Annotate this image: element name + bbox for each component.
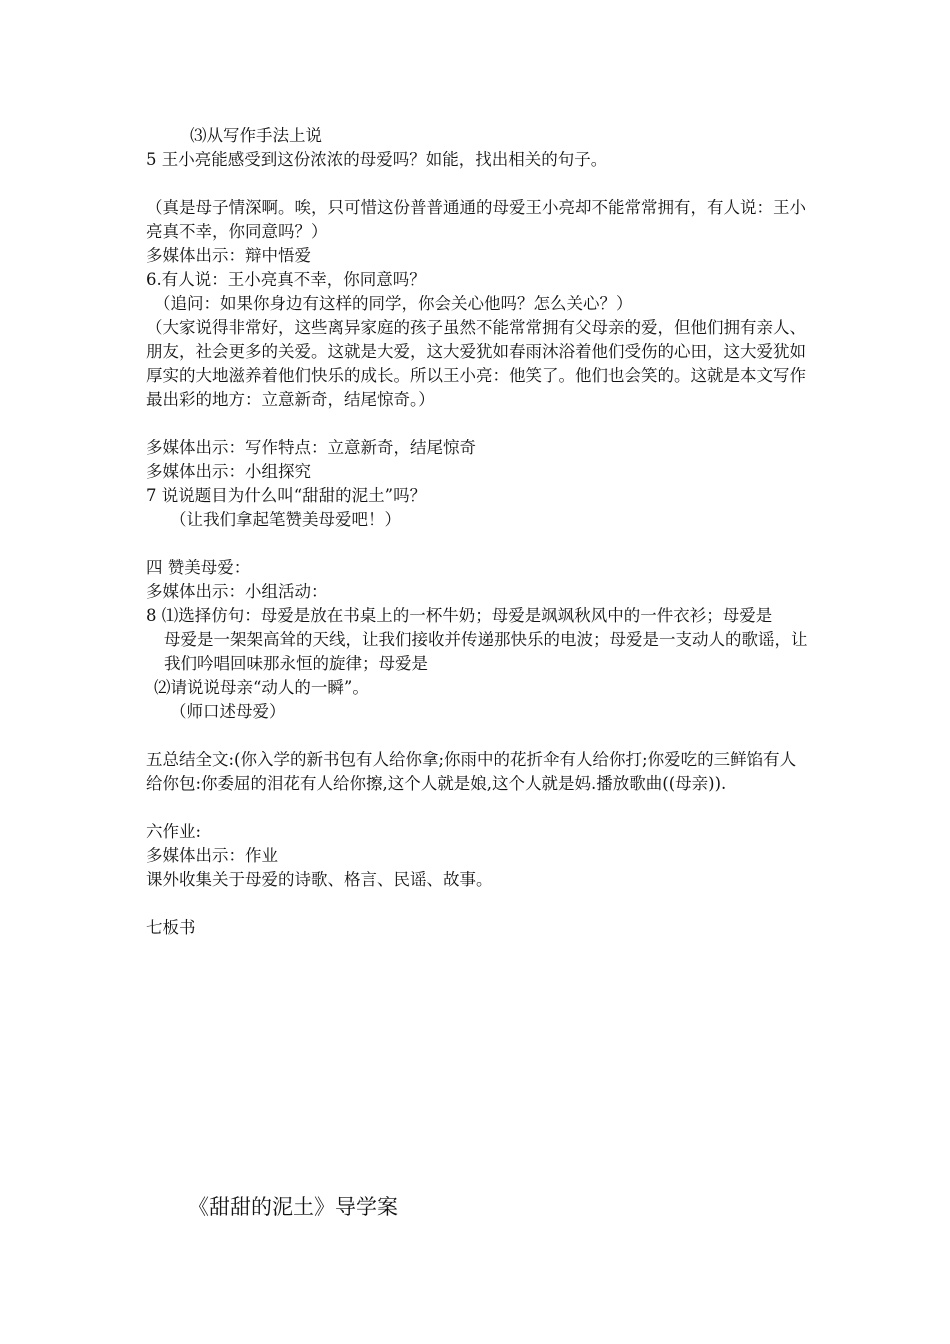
question-8-part-1: 8 ⑴选择仿句：母爱是放在书桌上的一杯牛奶；母爱是飒飒秋风中的一件衣衫；母爱是 bbox=[146, 606, 773, 625]
homework-text: 课外收集关于母爱的诗歌、格言、民谣、故事。 bbox=[146, 870, 493, 889]
question-8-part-2: ⑵请说说母亲“动人的一瞬”。 bbox=[154, 678, 369, 697]
blank-line bbox=[146, 724, 810, 748]
document-title: 《甜甜的泥土》导学案 bbox=[188, 1195, 398, 1219]
question-7: 7 说说题目为什么叫“甜甜的泥土”吗？ bbox=[146, 486, 427, 505]
document-body bbox=[146, 124, 810, 940]
section-heading-5: 五总结全文:(你入学的新书包有人给你拿;你雨中的花折伞有人给你打;你爱吃的三鲜馅有人给你包:你委屈的泪花有人给你擦,这个人就是娘,这个人就是妈.播放歌曲((母亲)). bbox=[146, 750, 797, 793]
multimedia-cue: 多媒体出示：写作特点：立意新奇，结尾惊奇 bbox=[146, 438, 476, 457]
multimedia-cue: 多媒体出示：小组探究 bbox=[146, 462, 311, 481]
follow-up-question: （追问：如果你身边有这样的同学，你会关心他吗？怎么关心？） bbox=[154, 294, 633, 313]
blank-line bbox=[146, 172, 810, 196]
section-heading-7: 七板书 bbox=[146, 918, 196, 937]
multimedia-cue: 多媒体出示：辩中悟爱 bbox=[146, 246, 311, 265]
blank-line bbox=[146, 796, 810, 820]
section-heading-6: 六作业: bbox=[146, 822, 202, 841]
question-6: 6.有人说：王小亮真不幸，你同意吗？ bbox=[146, 270, 426, 289]
prompt-note: （让我们拿起笔赞美母爱吧！） bbox=[170, 510, 401, 529]
teacher-summary: （大家说得非常好，这些离异家庭的孩子虽然不能常常拥有父母亲的爱，但他们拥有亲人、朋友，社会更多的关爱。这就是大爱，这大爱犹如春雨沐浴着他们受伤的心田，这大爱犹如厚实的大地滋养着他们快乐的成长。所以王小亮：他笑了。他们也会笑的。这就是本文写作最出彩的地方：立意新奇，结尾惊奇。） bbox=[146, 318, 806, 409]
teacher-note: （师口述母爱） bbox=[170, 702, 286, 721]
imitation-example: 母爱是一架架高耸的天线，让我们接收并传递那快乐的电波；母爱是一支动人的歌谣，让我们吟唱回味那永恒的旋律；母爱是 bbox=[164, 630, 808, 673]
blank-line bbox=[146, 532, 810, 556]
blank-line bbox=[146, 892, 810, 916]
multimedia-cue: 多媒体出示：作业 bbox=[146, 846, 278, 865]
blank-line bbox=[146, 412, 810, 436]
section-heading-4: 四 赞美母爱： bbox=[146, 558, 251, 577]
transition-note: （真是母子情深啊。唉，只可惜这份普普通通的母爱王小亮却不能常常拥有，有人说：王小亮真不幸，你同意吗？） bbox=[146, 198, 806, 241]
sub-point-writing-technique: ⑶从写作手法上说 bbox=[190, 126, 322, 145]
multimedia-cue: 多媒体出示：小组活动： bbox=[146, 582, 328, 601]
question-5: 5 王小亮能感受到这份浓浓的母爱吗？如能，找出相关的句子。 bbox=[146, 150, 608, 169]
